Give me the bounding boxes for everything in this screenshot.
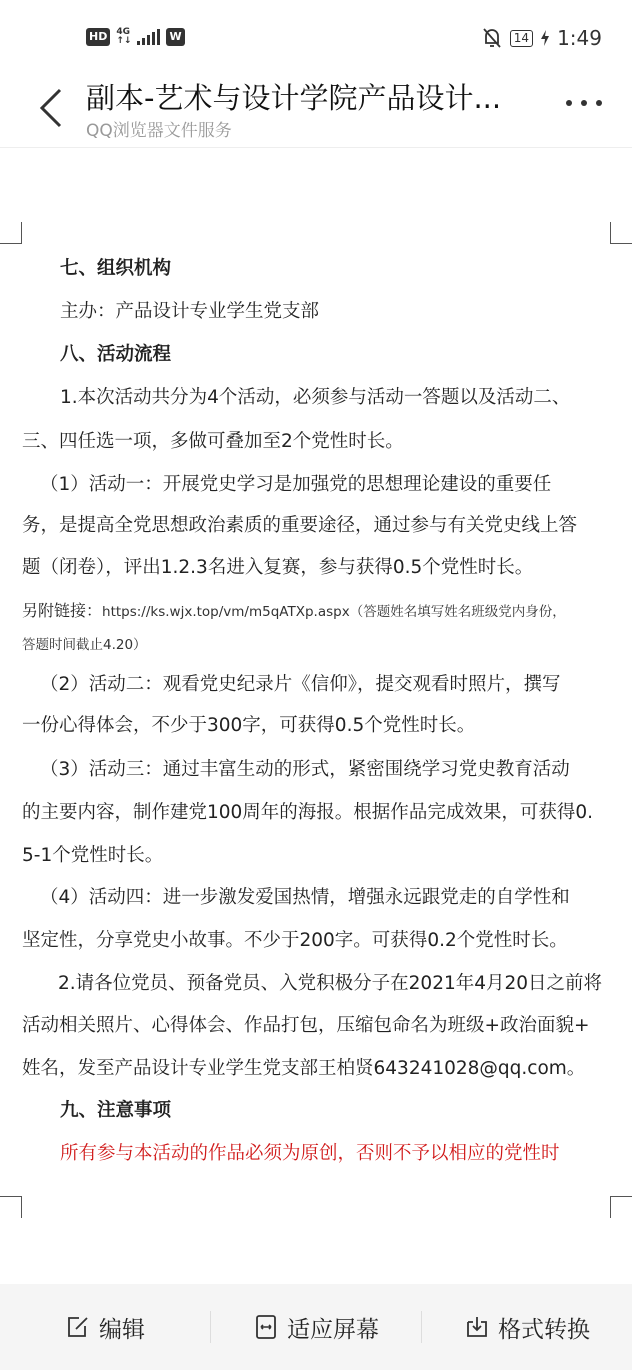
document-viewer[interactable] — [0, 148, 632, 1284]
bottom-toolbar — [0, 1284, 632, 1370]
format-convert-label: 格式转换 — [498, 1316, 590, 1343]
crop-mark — [0, 1196, 22, 1218]
paragraph-line: 1.本次活动共分为4个活动，必须参与活动一答题以及活动二、 — [60, 387, 571, 408]
charging-icon — [541, 30, 549, 46]
convert-icon — [464, 1314, 490, 1340]
paragraph-line: 一份心得体会，不少于300字，可获得0.5个党性时长。 — [22, 715, 476, 736]
crop-mark — [610, 222, 632, 244]
title-bar — [0, 70, 632, 148]
edit-label: 编辑 — [99, 1316, 145, 1343]
status-right — [482, 26, 602, 50]
signal-icon — [137, 29, 160, 45]
paragraph-line: 题（闭卷），评出1.2.3名进入复赛，参与获得0.5个党性时长。 — [22, 557, 534, 578]
section-heading: 八、活动流程 — [60, 344, 172, 365]
warning-text: 所有参与本活动的作品必须为原创，否则不予以相应的党性时 — [60, 1143, 560, 1164]
wps-app-icon: W — [166, 28, 184, 46]
paragraph-line: （4）活动四：进一步激发爱国热情，增强永远跟党走的自学性和 — [40, 887, 570, 908]
network-type: 4G — [116, 27, 130, 37]
page-subtitle: QQ浏览器文件服务 — [86, 121, 232, 141]
fit-screen-label: 适应屏幕 — [287, 1316, 379, 1343]
paragraph-line: 主办：产品设计专业学生党支部 — [60, 301, 320, 322]
paragraph-line: 2.请各位党员、预备党员、入党积极分子在2021年4月20日之前将 — [58, 973, 603, 994]
crop-mark — [0, 222, 22, 244]
network-activity: ↑↓ — [116, 36, 132, 46]
paragraph-line: 活动相关照片、心得体会、作品打包，压缩包命名为班级+政治面貌+ — [22, 1015, 590, 1036]
page-title: 副本-艺术与设计学院产品设计... — [86, 81, 502, 115]
paragraph-line: （1）活动一：开展党史学习是加强党的思想理论建设的重要任 — [40, 474, 552, 495]
fit-screen-button[interactable] — [211, 1284, 421, 1370]
paragraph-line: 坚定性，分享党史小故事。不少于200字。可获得0.2个党性时长。 — [22, 930, 568, 951]
link-line — [22, 598, 566, 621]
fit-screen-icon — [253, 1314, 279, 1340]
clock: 1:49 — [557, 26, 602, 50]
paragraph-line: （2）活动二：观看党史纪录片《信仰》，提交观看时照片，撰写 — [40, 674, 561, 695]
paragraph-line: 三、四任选一项，多做可叠加至2个党性时长。 — [22, 431, 404, 452]
paragraph-line: 的主要内容，制作建党100周年的海报。根据作品完成效果，可获得0. — [22, 802, 593, 823]
edit-button[interactable] — [0, 1284, 210, 1370]
more-options-icon[interactable] — [566, 100, 602, 106]
edit-icon — [65, 1314, 91, 1340]
status-left — [86, 28, 185, 46]
survey-link[interactable]: https://ks.wjx.top/vm/m5qATXp.aspx（答题姓名填写姓名班级党内身份， — [102, 604, 566, 620]
paragraph-line: 姓名，发至产品设计专业学生党支部王柏贤643241028@qq.com。 — [22, 1058, 586, 1079]
paragraph-line: 务，是提高全党思想政治素质的重要途径，通过参与有关党史线上答 — [22, 515, 578, 536]
battery-icon: 14 — [510, 30, 533, 47]
crop-mark — [610, 1196, 632, 1218]
paragraph-line: 答题时间截止4.20） — [22, 637, 147, 653]
section-heading: 七、组织机构 — [60, 258, 172, 279]
hd-badge: HD — [86, 28, 110, 46]
mute-notification-icon — [482, 27, 502, 49]
network-indicator — [116, 28, 131, 46]
section-heading: 九、注意事项 — [60, 1100, 172, 1121]
format-convert-button[interactable] — [422, 1284, 632, 1370]
paragraph-line: 5-1个党性时长。 — [22, 845, 164, 866]
paragraph-line: （3）活动三：通过丰富生动的形式，紧密围绕学习党史教育活动 — [40, 759, 570, 780]
status-bar — [0, 0, 632, 78]
back-arrow-icon[interactable] — [34, 86, 68, 130]
link-label: 另附链接： — [22, 601, 103, 620]
